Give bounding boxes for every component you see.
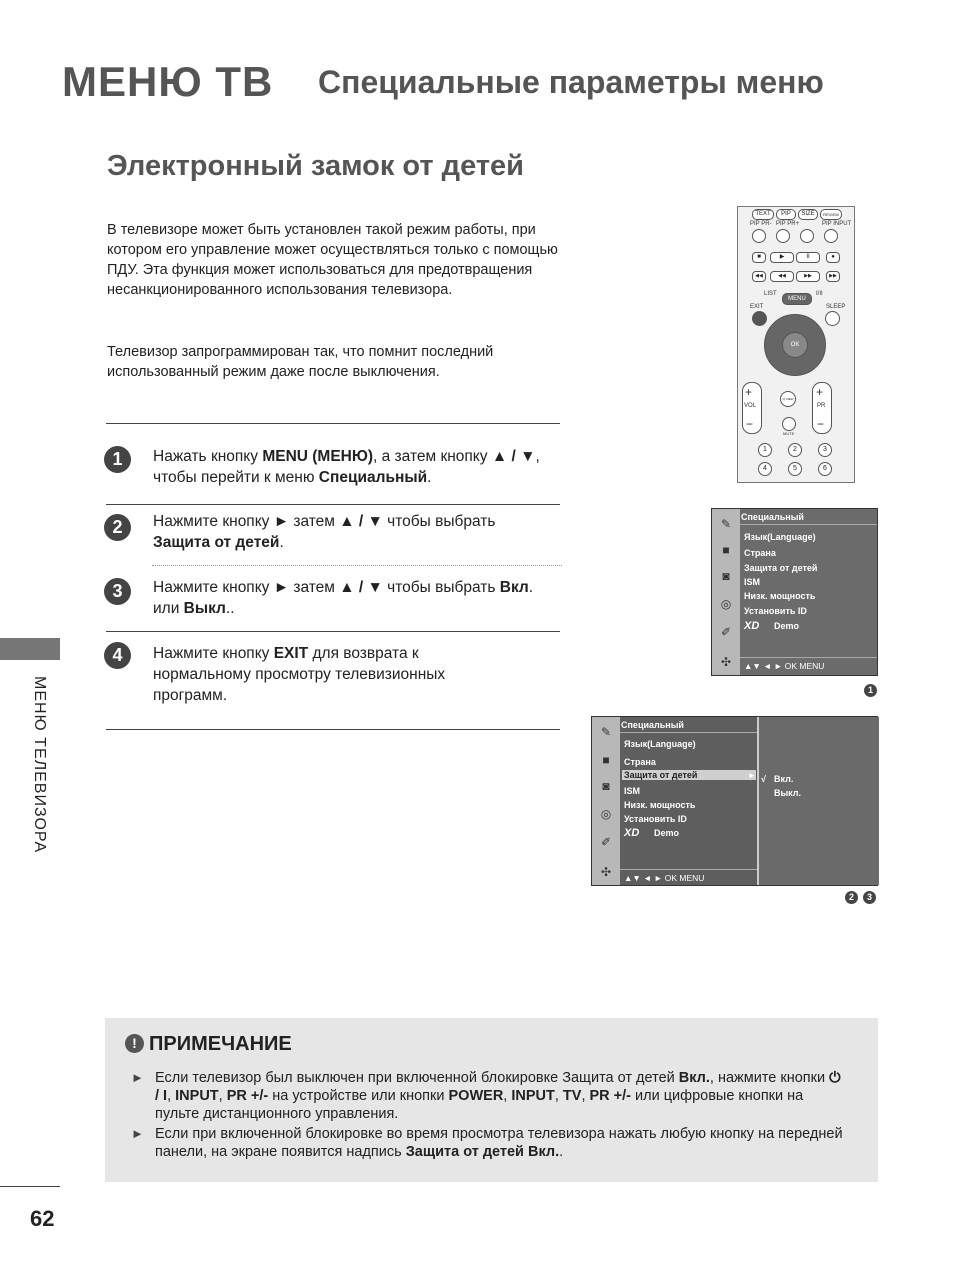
step-number-1: 1 [104, 446, 131, 473]
channel-label: PR [817, 403, 826, 409]
menu-item-low-power: Низк. мощность [624, 800, 696, 810]
page-number-rule [0, 1186, 60, 1187]
pip-pr-plus-button [776, 229, 790, 243]
screen-icon: ■ [722, 543, 730, 557]
lock-icon: ✐ [600, 835, 612, 849]
antenna-icon: ✎ [600, 725, 612, 739]
divider [106, 729, 560, 730]
menu-title-rule [740, 524, 877, 525]
digit-button-4: 4 [758, 462, 772, 476]
review-button: REVIEW [820, 209, 842, 220]
option-on: Вкл. [774, 774, 794, 784]
menu-item-ism: ISM [624, 786, 641, 796]
sleep-label: SLEEP [826, 304, 846, 310]
intro-paragraph-1: В телевизоре может быть установлен такой режим работы, при котором его управление может осуществляться только с помощью ПДУ. Эта функция может использоваться для предотвращения несанкционированного использования телевизора. [107, 222, 558, 298]
menu-item-set-id: Установить ID [624, 814, 687, 824]
minus-icon: − [817, 417, 825, 431]
step-number-2: 2 [104, 514, 131, 541]
header-special-menu: Специальные параметры меню [318, 64, 824, 100]
check-icon: √ [761, 774, 766, 784]
mute-button [782, 417, 796, 431]
caption-step-3: 3 [863, 891, 876, 904]
menu-item-child-lock: Защита от детей [744, 563, 818, 573]
note-item-1: Если телевизор был выключен при включенной блокировке Защита от детей Вкл., нажмите кнопки ⏻ / I, INPUT, PR +/- на устройстве или кнопки POWER, INPUT, TV, PR +/- или цифровые кнопки на пульте дистанционного управления. [155, 1070, 841, 1122]
skip-back-icon: ◀◀ [752, 271, 766, 282]
record-icon: ● [826, 252, 840, 263]
sleep-button [825, 311, 840, 326]
note-box [105, 1018, 878, 1182]
plus-icon: + [816, 385, 824, 399]
bullet-arrow-icon: ► [131, 1126, 144, 1141]
note-title: ПРИМЕЧАНИЕ [149, 1033, 292, 1055]
mute-label: MUTE [783, 431, 795, 436]
step-1-text: Нажать кнопку MENU (МЕНЮ), а затем кнопку ▲ / ▼, чтобы перейти к меню Специальный. [153, 448, 540, 486]
xd-logo: XD [624, 827, 640, 839]
step-3-text: Нажмите кнопку ► затем ▲ / ▼ чтобы выбрать Вкл. или Выкл.. [153, 579, 534, 617]
minus-icon: − [746, 417, 754, 431]
menu-item-language: Язык(Language) [744, 532, 816, 542]
pip-input-label: PIP INPUT [822, 221, 852, 227]
list-label: LIST [764, 291, 777, 297]
volume-label: VOL [744, 403, 757, 409]
speaker-icon: ◙ [722, 569, 730, 583]
speaker-icon: ◙ [602, 779, 610, 793]
play-icon: ▶ [770, 252, 794, 263]
quick-view-button: Q.VIEW [780, 391, 796, 407]
ok-button: OK [782, 332, 808, 358]
lock-icon: ✐ [720, 625, 732, 639]
menu-title: Специальный [621, 720, 684, 730]
step-2-text: Нажмите кнопку ► затем ▲ / ▼ чтобы выбрать Защита от детей. [153, 513, 496, 551]
note-item-2: Если при включенной блокировке во время просмотра телевизора нажать любую кнопку на передней панели, на экране появится надпись Защита от детей Вкл.. [155, 1126, 843, 1160]
menu-item-ism: ISM [744, 577, 761, 587]
exit-button [752, 311, 767, 326]
section-title: Электронный замок от детей [107, 150, 524, 182]
menu-button: MENU [782, 293, 812, 305]
pause-icon: II [796, 252, 820, 263]
menu-icon-column [712, 509, 740, 675]
header-menu-tv: МЕНЮ ТВ [62, 58, 274, 105]
clock-icon: ◎ [720, 597, 732, 611]
xd-logo: XD [744, 620, 760, 632]
swap-button [800, 229, 814, 243]
digit-button-1: 1 [758, 443, 772, 457]
menu-item-demo: Demo [654, 828, 680, 838]
side-tab-marker [0, 638, 60, 660]
rewind-icon: ◀◀ [770, 271, 794, 282]
exclamation-icon: ! [125, 1034, 144, 1053]
digit-button-5: 5 [788, 462, 802, 476]
submenu-arrow-icon: ► [748, 771, 756, 780]
divider [106, 423, 560, 424]
menu-item-set-id: Установить ID [744, 606, 807, 616]
size-button: SIZE [798, 209, 818, 220]
page-number: 62 [30, 1206, 55, 1231]
exit-label: EXIT [750, 304, 764, 310]
pip-pr-plus-label: PIP PR+ [776, 221, 800, 227]
menu-footer-hints: ▲▼ ◄ ► OK MENU [624, 873, 705, 883]
side-tab-label: МЕНЮ ТЕЛЕВИЗОРА [31, 676, 48, 854]
menu-icon-column [592, 717, 620, 885]
menu-item-country: Страна [744, 548, 776, 558]
submenu-panel [757, 717, 879, 885]
menu-footer-hints: ▲▼ ◄ ► OK MENU [744, 661, 825, 671]
clock-icon: ◎ [600, 807, 612, 821]
step-4-text: Нажмите кнопку EXIT для возврата к нормальному просмотру телевизионных программ. [153, 645, 446, 704]
step-number-4: 4 [104, 642, 131, 669]
caption-step-1: 1 [864, 684, 877, 697]
divider [106, 504, 560, 505]
digit-button-2: 2 [788, 443, 802, 457]
divider [106, 631, 560, 632]
dotted-divider [152, 565, 562, 566]
pip-pr-minus-button [752, 229, 766, 243]
menu-item-low-power: Низк. мощность [744, 591, 816, 601]
i-ii-label: I/II [816, 291, 823, 297]
menu-footer-rule [740, 657, 877, 658]
menu-footer-rule [620, 869, 757, 870]
menu-item-language: Язык(Language) [624, 739, 696, 749]
option-icon: ✣ [720, 655, 732, 669]
intro-paragraph-2: Телевизор запрограммирован так, что помнит последний использованный режим даже после выключения. [107, 344, 494, 380]
pip-input-button [824, 229, 838, 243]
screen-icon: ■ [602, 753, 610, 767]
bullet-arrow-icon: ► [131, 1070, 144, 1085]
fast-forward-icon: ▶▶ [796, 271, 820, 282]
stop-icon: ■ [752, 252, 766, 263]
menu-title-rule [620, 732, 757, 733]
menu-item-country: Страна [624, 757, 656, 767]
plus-icon: + [745, 385, 753, 399]
skip-forward-icon: ▶▶ [826, 271, 840, 282]
digit-button-3: 3 [818, 443, 832, 457]
special-menu-screen-step2-3 [591, 716, 878, 886]
special-menu-screen-step1 [711, 508, 878, 676]
caption-step-2: 2 [845, 891, 858, 904]
menu-item-demo: Demo [774, 621, 800, 631]
menu-title: Специальный [741, 512, 804, 522]
digit-button-6: 6 [818, 462, 832, 476]
option-off: Выкл. [774, 788, 802, 798]
text-button: TEXT [752, 209, 774, 220]
menu-item-child-lock-selected: Защита от детей [622, 770, 756, 780]
pip-pr-minus-label: PIP PR- [750, 221, 772, 227]
option-icon: ✣ [600, 865, 612, 879]
pip-button: PIP [776, 209, 796, 220]
step-number-3: 3 [104, 578, 131, 605]
remote-control-illustration [737, 206, 855, 483]
antenna-icon: ✎ [720, 517, 732, 531]
